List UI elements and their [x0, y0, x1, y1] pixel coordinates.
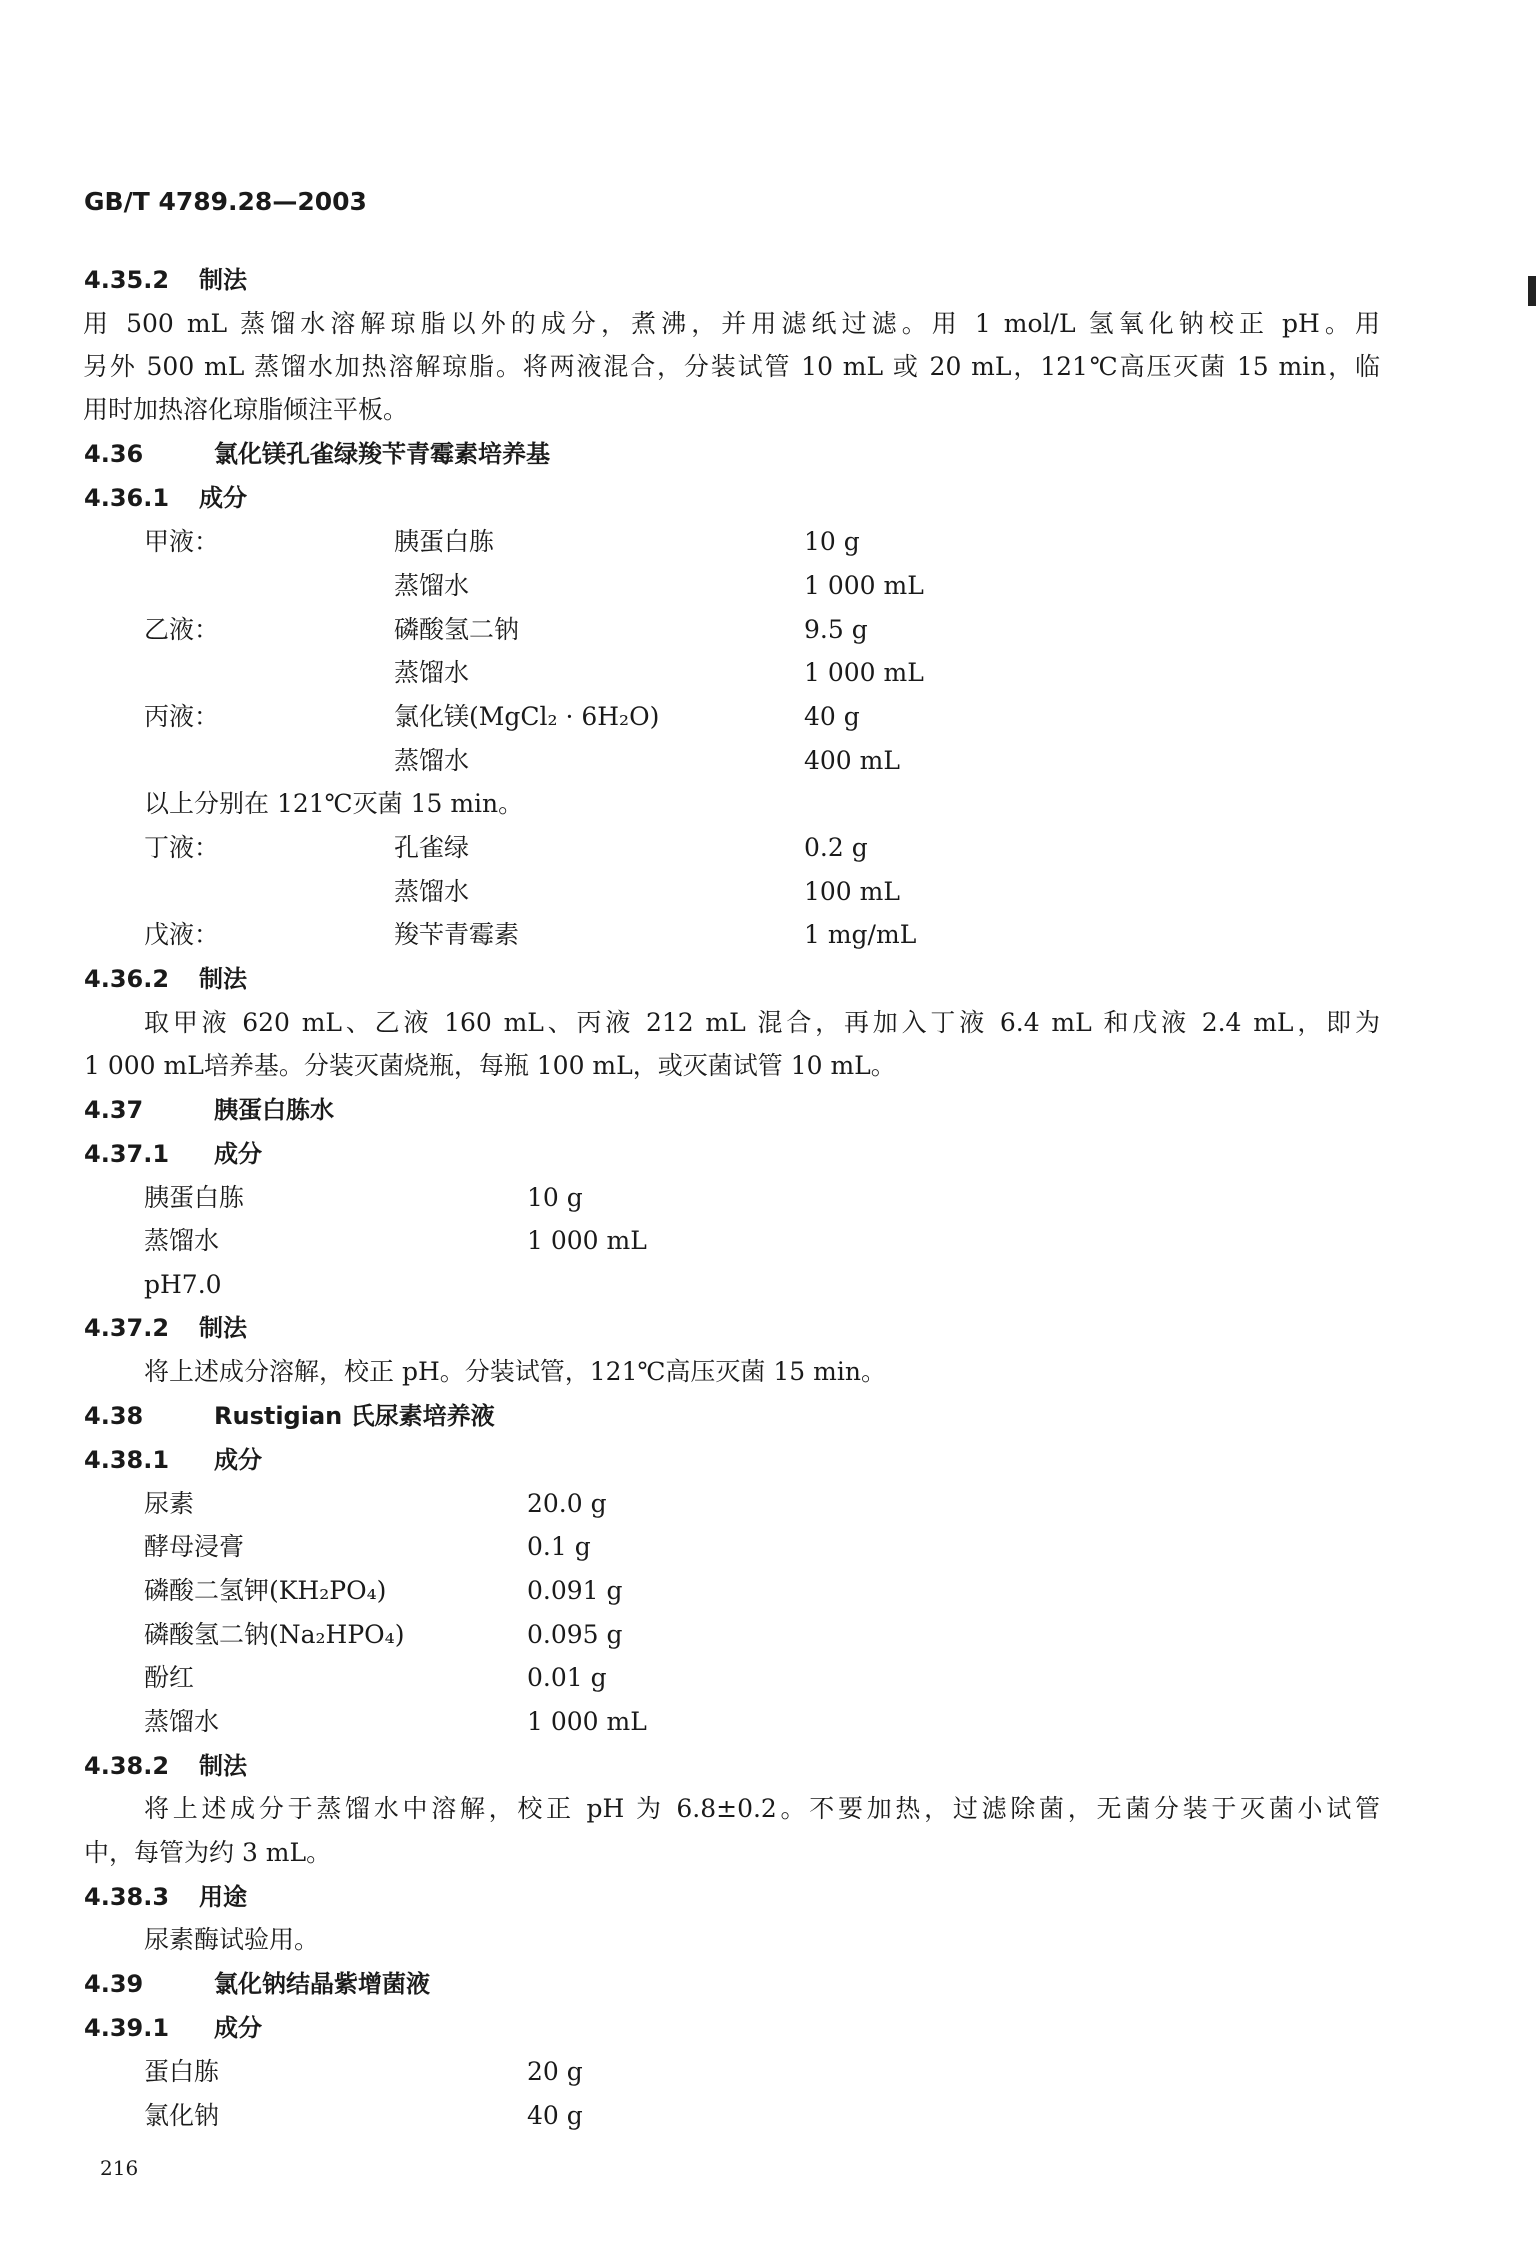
- section-heading-4-37-2: [84, 1310, 247, 1346]
- section-title: 成分: [199, 484, 247, 512]
- solution-label: 丙液：: [144, 702, 220, 731]
- section-number: 4.36: [84, 440, 144, 468]
- paragraph-line: 中，每管为约 3 mL。: [84, 1838, 332, 1867]
- ingredient-name: 蒸馏水: [394, 571, 470, 600]
- section-title: 制法: [199, 1314, 247, 1342]
- standard-header: GB/T 4789.28—2003: [84, 187, 367, 216]
- ingredient-name: 胰蛋白胨: [144, 1183, 245, 1212]
- paragraph-line: 将上述成分溶解，校正 pH。分装试管，121℃高压灭菌 15 min。: [144, 1357, 886, 1386]
- ingredient-name: 羧苄青霉素: [394, 920, 520, 949]
- ingredient-amount: 0.01 g: [527, 1663, 607, 1692]
- ingredient-amount: 1 000 mL: [804, 658, 924, 687]
- ingredient-amount: 1 mg/mL: [804, 920, 917, 949]
- ingredient-amount: 1 000 mL: [527, 1226, 647, 1255]
- paragraph-line: 取甲液 620 mL、乙液 160 mL、丙液 212 mL 混合，再加入丁液 6.4 mL 和戊液 2.4 mL，即为: [144, 1008, 1380, 1037]
- ingredient-name: 磷酸二氢钾(KH₂PO₄): [144, 1576, 387, 1605]
- ingredient-name: 蒸馏水: [394, 658, 470, 687]
- page-number: 216: [100, 2156, 139, 2180]
- section-number: 4.37.2: [84, 1314, 170, 1342]
- ingredient-amount: 100 mL: [804, 877, 900, 906]
- solution-label: 戊液：: [144, 920, 220, 949]
- section-number: 4.36.2: [84, 965, 170, 993]
- ingredient-amount: 1 000 mL: [527, 1707, 647, 1736]
- section-number: 4.39: [84, 1970, 144, 1998]
- ingredient-name: 酵母浸膏: [144, 1532, 245, 1561]
- ingredient-amount: 20.0 g: [527, 1489, 607, 1518]
- section-title: 成分: [214, 2014, 262, 2042]
- solution-label: 丁液：: [144, 833, 220, 862]
- section-number: 4.35.2: [84, 266, 170, 294]
- ingredient-amount: 0.095 g: [527, 1620, 623, 1649]
- ingredient-amount: 10 g: [804, 527, 860, 556]
- paragraph-line: 尿素酶试验用。: [144, 1925, 320, 1954]
- ingredient-amount: 40 g: [804, 702, 860, 731]
- section-heading-4-38-2: [84, 1748, 247, 1784]
- section-heading-4-35-2: [84, 262, 247, 298]
- section-title: 用途: [199, 1883, 247, 1911]
- ph-value: pH7.0: [144, 1270, 222, 1299]
- ingredient-name: 胰蛋白胨: [394, 527, 495, 556]
- ingredient-name: 尿素: [144, 1489, 195, 1518]
- paragraph-line: 用 500 mL 蒸馏水溶解琼脂以外的成分，煮沸，并用滤纸过滤。用 1 mol/L 氢氧化钠校正 pH。用: [83, 309, 1380, 338]
- ingredient-amount: 1 000 mL: [804, 571, 924, 600]
- solution-label: 乙液：: [144, 615, 220, 644]
- section-title: 氯化钠结晶紫增菌液: [214, 1970, 430, 1998]
- paragraph-line: 将上述成分于蒸馏水中溶解，校正 pH 为 6.8±0.2。不要加热，过滤除菌，无菌分装于灭菌小试管: [144, 1794, 1380, 1823]
- section-heading-4-36-1: [84, 480, 247, 516]
- section-title: 成分: [214, 1140, 262, 1168]
- ingredient-amount: 10 g: [527, 1183, 583, 1212]
- section-heading-4-36: [84, 436, 550, 472]
- paragraph-line: 用时加热溶化琼脂倾注平板。: [83, 395, 409, 424]
- sterilization-note: 以上分别在 121℃灭菌 15 min。: [144, 789, 524, 818]
- section-title: 制法: [199, 1752, 247, 1780]
- section-title: 制法: [199, 965, 247, 993]
- ingredient-name: 磷酸氢二钠(Na₂HPO₄): [144, 1620, 405, 1649]
- section-title: 胰蛋白胨水: [214, 1096, 334, 1124]
- section-number: 4.39.1: [84, 2014, 170, 2042]
- section-number: 4.37.1: [84, 1140, 170, 1168]
- section-heading-4-37: [84, 1092, 334, 1128]
- section-number: 4.36.1: [84, 484, 170, 512]
- ingredient-name: 蒸馏水: [394, 877, 470, 906]
- ingredient-amount: 0.2 g: [804, 833, 868, 862]
- section-number: 4.38.2: [84, 1752, 170, 1780]
- solution-label: 甲液：: [144, 527, 220, 556]
- section-title: 制法: [199, 266, 247, 294]
- section-heading-4-36-2: [84, 961, 247, 997]
- section-heading-4-38-3: [84, 1879, 247, 1915]
- section-number: 4.37: [84, 1096, 144, 1124]
- ingredient-name: 蒸馏水: [144, 1226, 220, 1255]
- paragraph-line: 另外 500 mL 蒸馏水加热溶解琼脂。将两液混合，分装试管 10 mL 或 20 mL，121℃高压灭菌 15 min，临: [83, 352, 1380, 381]
- section-heading-4-39: [84, 1966, 430, 2002]
- section-heading-4-38: [84, 1398, 495, 1434]
- ingredient-amount: 40 g: [527, 2101, 583, 2130]
- ingredient-amount: 0.1 g: [527, 1532, 591, 1561]
- ingredient-name: 孔雀绿: [394, 833, 470, 862]
- ingredient-amount: 0.091 g: [527, 1576, 623, 1605]
- section-title: 氯化镁孔雀绿羧苄青霉素培养基: [214, 440, 550, 468]
- section-number: 4.38.3: [84, 1883, 170, 1911]
- section-heading-4-38-1: [84, 1442, 262, 1478]
- ingredient-name: 氯化镁(MgCl₂ · 6H₂O): [394, 702, 660, 731]
- ingredient-name: 蛋白胨: [144, 2057, 220, 2086]
- ingredient-name: 蒸馏水: [144, 1707, 220, 1736]
- ingredient-name: 酚红: [144, 1663, 195, 1692]
- ingredient-amount: 20 g: [527, 2057, 583, 2086]
- ingredient-amount: 9.5 g: [804, 615, 868, 644]
- section-heading-4-37-1: [84, 1136, 262, 1172]
- section-number: 4.38.1: [84, 1446, 170, 1474]
- section-heading-4-39-1: [84, 2010, 262, 2046]
- ingredient-name: 蒸馏水: [394, 746, 470, 775]
- section-title: Rustigian 氏尿素培养液: [214, 1402, 495, 1430]
- ingredient-name: 氯化钠: [144, 2101, 220, 2130]
- page-edge-mark: [1528, 276, 1536, 306]
- paragraph-line: 1 000 mL培养基。分装灭菌烧瓶，每瓶 100 mL，或灭菌试管 10 mL。: [84, 1051, 896, 1080]
- section-title: 成分: [214, 1446, 262, 1474]
- ingredient-amount: 400 mL: [804, 746, 900, 775]
- section-number: 4.38: [84, 1402, 144, 1430]
- ingredient-name: 磷酸氢二钠: [394, 615, 520, 644]
